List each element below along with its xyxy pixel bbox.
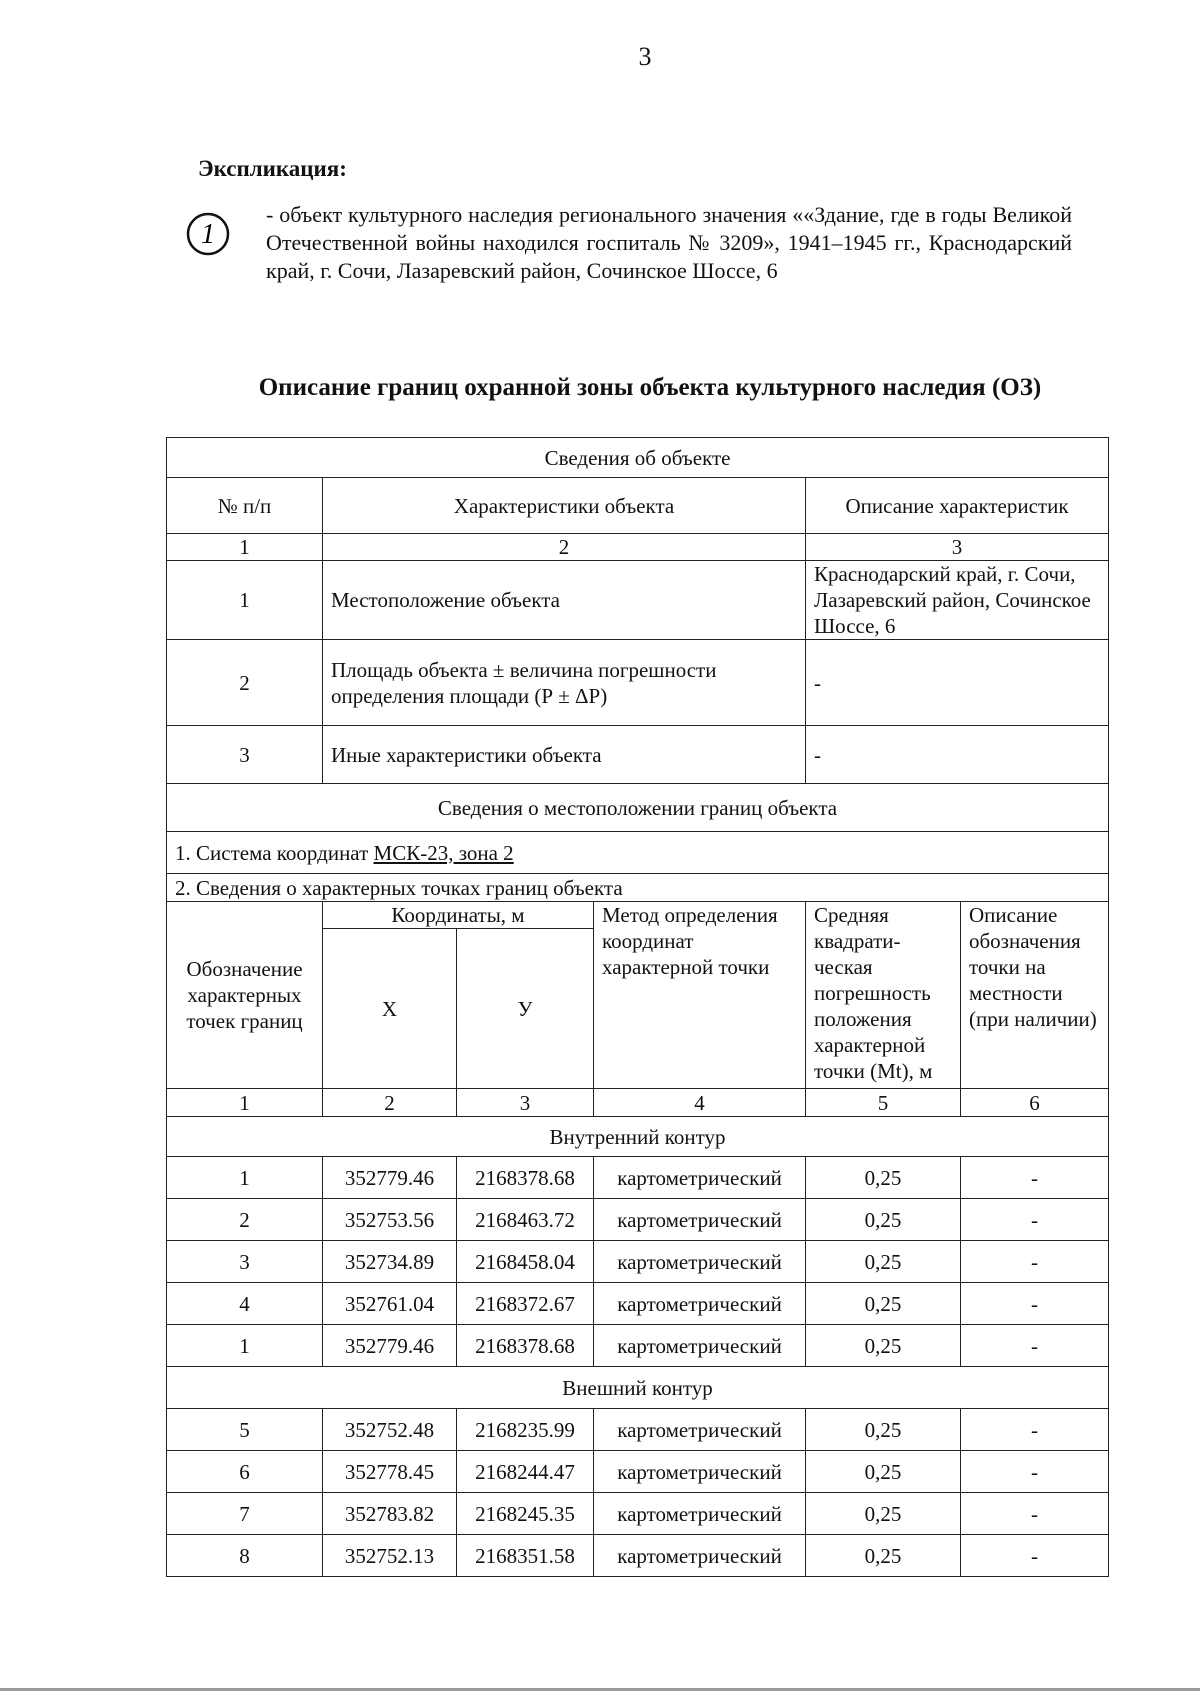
object-info-header: Сведения об объекте	[167, 438, 1109, 478]
point-y: 2168372.67	[457, 1283, 594, 1325]
object-row	[167, 640, 1109, 726]
point-mt: 0,25	[806, 1535, 961, 1577]
table-row	[167, 1325, 1109, 1367]
point-y: 2168463.72	[457, 1199, 594, 1241]
point-description: -	[961, 1535, 1109, 1577]
point-mt: 0,25	[806, 1199, 961, 1241]
point-method: картометрический	[594, 1409, 806, 1451]
point-description: -	[961, 1409, 1109, 1451]
table-row	[167, 1199, 1109, 1241]
point-mt: 0,25	[806, 1493, 961, 1535]
points-header: 2. Сведения о характерных точках границ объекта	[167, 874, 1109, 902]
header-designation: Обозначение характерных точек границ	[167, 902, 323, 1089]
table-row	[167, 1535, 1109, 1577]
location-info-header: Сведения о местоположении границ объекта	[167, 784, 1109, 832]
point-method: картометрический	[594, 1493, 806, 1535]
point-x: 352779.46	[323, 1325, 457, 1367]
page-bottom-edge	[0, 1688, 1200, 1691]
point-number: 1	[167, 1157, 323, 1199]
circled-number-icon	[185, 211, 231, 257]
coordinate-system-value: МСК-23, зона 2	[373, 840, 514, 865]
page-number: 3	[638, 42, 652, 71]
point-method: картометрический	[594, 1535, 806, 1577]
explication-title: Экспликация:	[198, 156, 347, 181]
point-mt: 0,25	[806, 1325, 961, 1367]
column-number: 4	[594, 1089, 806, 1117]
table-row	[167, 1157, 1109, 1199]
point-method: картометрический	[594, 1451, 806, 1493]
object-row	[167, 726, 1109, 784]
header-x: Х	[323, 929, 457, 1089]
point-mt: 0,25	[806, 1409, 961, 1451]
header-rmse: Средняя квадрати-ческая погрешность положения характерной точки (Mt), м	[806, 902, 961, 1089]
point-x: 352752.13	[323, 1535, 457, 1577]
table-row	[167, 1241, 1109, 1283]
point-x: 352761.04	[323, 1283, 457, 1325]
point-y: 2168351.58	[457, 1535, 594, 1577]
section-title: Описание границ охранной зоны объекта культурного наследия (ОЗ)	[258, 374, 1042, 401]
point-y: 2168458.04	[457, 1241, 594, 1283]
point-x: 352778.45	[323, 1451, 457, 1493]
row-value: -	[806, 640, 1109, 726]
row-number: 1	[167, 561, 323, 640]
point-x: 352753.56	[323, 1199, 457, 1241]
table-row	[167, 1409, 1109, 1451]
column-number: 1	[167, 534, 323, 561]
header-method: Метод определения координат характерной точки	[594, 902, 806, 1089]
column-number: 3	[806, 534, 1109, 561]
row-value: -	[806, 726, 1109, 784]
row-number: 3	[167, 726, 323, 784]
point-description: -	[961, 1199, 1109, 1241]
row-value: Краснодарский край, г. Сочи, Лазаревский район, Сочинское Шоссе, 6	[806, 561, 1109, 640]
coordinate-system-label: 1. Система координат	[175, 840, 374, 865]
point-number: 1	[167, 1325, 323, 1367]
column-number: 2	[323, 1089, 457, 1117]
row-characteristic: Местоположение объекта	[323, 561, 806, 640]
coordinate-system-row	[167, 832, 1109, 874]
point-mt: 0,25	[806, 1241, 961, 1283]
point-mt: 0,25	[806, 1283, 961, 1325]
point-y: 2168235.99	[457, 1409, 594, 1451]
header-coordinates: Координаты, м	[323, 902, 594, 929]
column-number: 3	[457, 1089, 594, 1117]
explication-text: - объект культурного наследия регионального значения ««Здание, где в годы Великой Отечественной войны находился госпиталь № 3209», 1941–1945 гг., Краснодарский край, г. Сочи, Лазаревский район, Сочинское Шоссе, 6	[266, 202, 1072, 283]
point-method: картометрический	[594, 1157, 806, 1199]
point-number: 4	[167, 1283, 323, 1325]
table-row	[167, 1451, 1109, 1493]
header-y: У	[457, 929, 594, 1089]
point-description: -	[961, 1157, 1109, 1199]
point-number: 7	[167, 1493, 323, 1535]
boundary-table	[166, 437, 1109, 1577]
point-description: -	[961, 1451, 1109, 1493]
point-y: 2168378.68	[457, 1157, 594, 1199]
header-point-description: Описание обозначения точки на местности (при наличии)	[961, 902, 1109, 1089]
point-y: 2168244.47	[457, 1451, 594, 1493]
point-x: 352783.82	[323, 1493, 457, 1535]
point-mt: 0,25	[806, 1451, 961, 1493]
row-characteristic: Площадь объекта ± величина погрешности определения площади (Р ± ΔР)	[323, 640, 806, 726]
column-number: 5	[806, 1089, 961, 1117]
point-description: -	[961, 1325, 1109, 1367]
point-description: -	[961, 1241, 1109, 1283]
column-number: 1	[167, 1089, 323, 1117]
column-number: 2	[323, 534, 806, 561]
point-x: 352734.89	[323, 1241, 457, 1283]
point-y: 2168245.35	[457, 1493, 594, 1535]
header-description: Описание характеристик	[806, 478, 1109, 534]
point-y: 2168378.68	[457, 1325, 594, 1367]
column-number: 6	[961, 1089, 1109, 1117]
svg-text:1: 1	[201, 219, 215, 250]
contour-header-inner: Внутренний контур	[167, 1117, 1109, 1157]
point-method: картометрический	[594, 1283, 806, 1325]
row-characteristic: Иные характеристики объекта	[323, 726, 806, 784]
point-mt: 0,25	[806, 1157, 961, 1199]
row-number: 2	[167, 640, 323, 726]
table-row	[167, 1493, 1109, 1535]
point-number: 2	[167, 1199, 323, 1241]
point-x: 352779.46	[323, 1157, 457, 1199]
header-row-number: № п/п	[167, 478, 323, 534]
point-method: картометрический	[594, 1199, 806, 1241]
object-row	[167, 561, 1109, 640]
point-number: 8	[167, 1535, 323, 1577]
point-method: картометрический	[594, 1325, 806, 1367]
contour-header-outer: Внешний контур	[167, 1367, 1109, 1409]
point-method: картометрический	[594, 1241, 806, 1283]
point-number: 5	[167, 1409, 323, 1451]
point-x: 352752.48	[323, 1409, 457, 1451]
point-number: 3	[167, 1241, 323, 1283]
table-row	[167, 1283, 1109, 1325]
point-description: -	[961, 1493, 1109, 1535]
header-characteristics: Характеристики объекта	[323, 478, 806, 534]
point-description: -	[961, 1283, 1109, 1325]
point-number: 6	[167, 1451, 323, 1493]
